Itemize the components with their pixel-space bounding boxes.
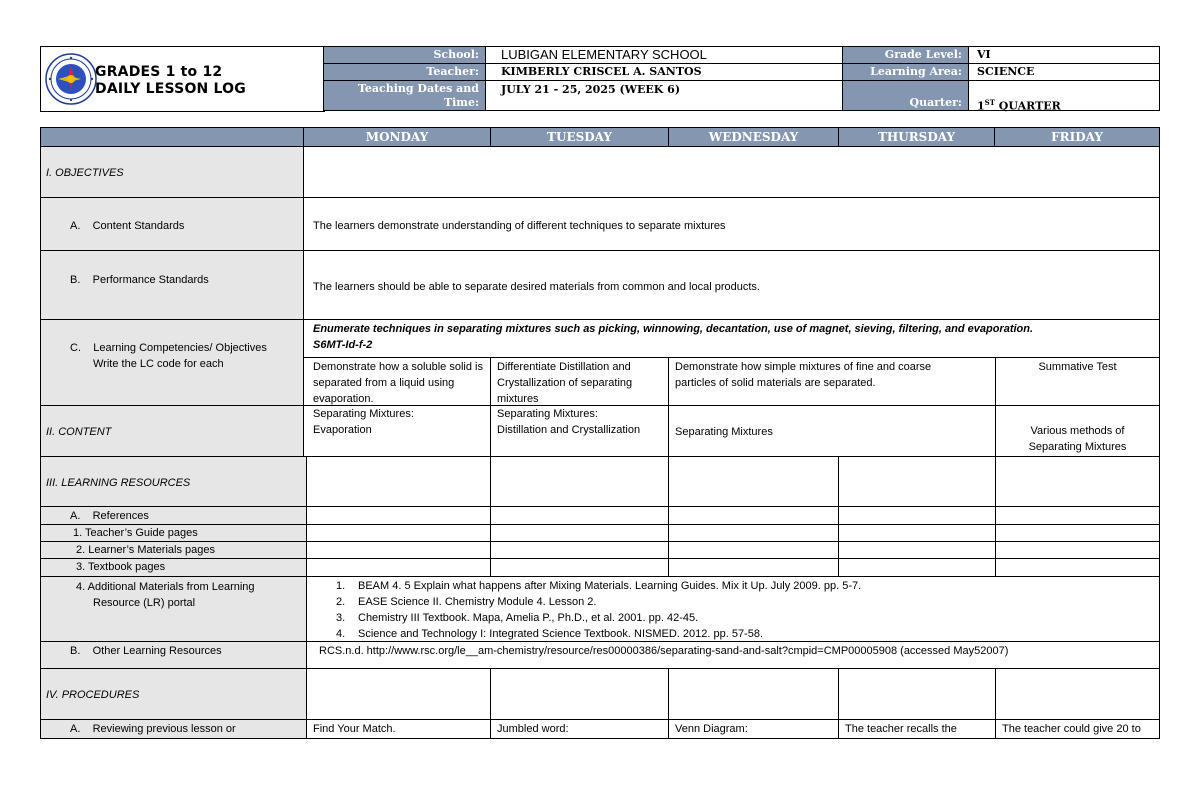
content-friday-cell xyxy=(995,405,1160,457)
learners-materials-label: 2. Learner’s Materials pages xyxy=(76,544,216,556)
lr-tuesday-cell xyxy=(490,456,669,507)
day-header-blank xyxy=(40,127,304,147)
procedures-label-cell xyxy=(40,668,307,720)
objective-tuesday-text: Differentiate Distillation and Crystallization of separating mixtures xyxy=(497,361,633,405)
content-friday-line2: Separating Mixtures xyxy=(1028,441,1127,453)
content-monday-line2: Evaporation xyxy=(313,424,372,436)
competencies-label-line2: Write the LC code for each xyxy=(93,358,224,370)
objective-wed-thu-cell xyxy=(668,357,996,406)
lm-monday-cell xyxy=(306,541,491,559)
lr-friday-cell xyxy=(995,456,1160,507)
content-tuesday-cell xyxy=(490,405,669,457)
review-thursday-text: The teacher recalls the xyxy=(845,723,957,735)
dates-label xyxy=(323,80,486,111)
objective-monday-text: Demonstrate how a soluble solid is separated from a liquid using evaporation. xyxy=(313,361,483,405)
day-header-friday: FRIDAY xyxy=(994,127,1160,147)
list-item-number: 2. xyxy=(336,596,346,608)
quarter-label: Quarter: xyxy=(842,80,969,111)
additional-materials-line2: Resource (LR) portal xyxy=(93,597,196,609)
tg-monday-cell xyxy=(306,524,491,542)
content-label-cell xyxy=(40,405,304,457)
learning-area-value: SCIENCE xyxy=(968,63,1160,81)
doc-title-line1: GRADES 1 to 12 xyxy=(95,64,223,80)
tb-wednesday-cell xyxy=(668,558,839,577)
teacher-label: Teacher: xyxy=(323,63,486,81)
competency-main-cell xyxy=(303,319,1160,358)
list-item xyxy=(336,626,861,642)
quarter-value xyxy=(968,80,1160,111)
proc-tuesday-cell xyxy=(490,668,669,720)
additional-materials-list xyxy=(336,578,861,642)
content-standards-label-cell xyxy=(40,197,304,251)
tg-thursday-cell xyxy=(838,524,996,542)
content-wed-thu-text: Separating Mixtures xyxy=(675,426,773,438)
objectives-value-cell xyxy=(303,146,1160,198)
dates-label-line1: Teaching Dates and xyxy=(357,82,479,95)
review-monday-cell xyxy=(306,719,491,739)
school-value: LUBIGAN ELEMENTARY SCHOOL xyxy=(485,46,843,64)
competency-main-text: Enumerate techniques in separating mixtures such as picking, winnowing, decantation, use of magnet, sieving, filtering, and evaporation. xyxy=(313,323,1034,335)
textbook-label: 3. Textbook pages xyxy=(76,561,166,573)
content-monday-line1: Separating Mixtures: xyxy=(313,408,414,420)
objectives-label-cell xyxy=(40,146,304,198)
review-tuesday-text: Jumbled word: xyxy=(497,723,569,735)
content-monday-cell xyxy=(303,405,491,457)
day-header-monday: MONDAY xyxy=(303,127,491,147)
review-thursday-cell xyxy=(838,719,996,739)
performance-standards-value-cell xyxy=(303,250,1160,320)
content-standards-label: A. Content Standards xyxy=(70,220,185,232)
review-wednesday-cell xyxy=(668,719,839,739)
ref-tuesday-cell xyxy=(490,506,669,525)
references-label: A. References xyxy=(70,510,149,522)
objective-tuesday-cell xyxy=(490,357,669,406)
grade-level-value: VI xyxy=(968,46,1160,64)
objectives-label: I. OBJECTIVES xyxy=(46,167,124,179)
lm-friday-cell xyxy=(995,541,1160,559)
list-item-text: EASE Science II. Chemistry Module 4. Lesson 2. xyxy=(358,596,597,608)
lr-monday-cell xyxy=(306,456,491,507)
teacher-value: KIMBERLY CRISCEL A. SANTOS xyxy=(485,63,843,81)
other-resources-value-cell xyxy=(306,641,1160,669)
list-item-text: BEAM 4. 5 Explain what happens after Mixing Materials. Learning Guides. Mix it Up. July 2009. pp. 5-7. xyxy=(358,580,862,592)
competency-code: S6MT-Id-f-2 xyxy=(313,339,373,351)
review-wednesday-text: Venn Diagram: xyxy=(675,723,748,735)
procedures-label: IV. PROCEDURES xyxy=(46,689,140,701)
proc-friday-cell xyxy=(995,668,1160,720)
tb-thursday-cell xyxy=(838,558,996,577)
lesson-log-header xyxy=(40,46,1160,112)
ref-friday-cell xyxy=(995,506,1160,525)
reviewing-label: A. Reviewing previous lesson or xyxy=(70,723,236,735)
reviewing-label-cell xyxy=(40,719,307,739)
review-friday-cell xyxy=(995,719,1160,739)
ref-wednesday-cell xyxy=(668,506,839,525)
performance-standards-text: The learners should be able to separate desired materials from common and local products. xyxy=(313,281,760,293)
list-item xyxy=(336,578,861,594)
list-item-number: 3. xyxy=(336,612,346,624)
lm-tuesday-cell xyxy=(490,541,669,559)
lm-thursday-cell xyxy=(838,541,996,559)
list-item-text: Science and Technology I: Integrated Science Textbook. NISMED. 2012. pp. 57-58. xyxy=(358,628,764,640)
objective-friday-text: Summative Test xyxy=(1038,361,1117,373)
performance-standards-label-cell xyxy=(40,250,304,320)
competencies-label-cell xyxy=(40,319,304,406)
textbook-label-cell xyxy=(40,558,307,577)
learners-materials-label-cell xyxy=(40,541,307,559)
deped-seal-icon xyxy=(45,53,97,105)
teachers-guide-label: 1. Teacher’s Guide pages xyxy=(73,527,198,539)
objective-monday-cell xyxy=(303,357,491,406)
day-header-thursday: THURSDAY xyxy=(838,127,995,147)
tg-wednesday-cell xyxy=(668,524,839,542)
dates-value: JULY 21 - 25, 2025 (WEEK 6) xyxy=(485,80,843,111)
ref-monday-cell xyxy=(306,506,491,525)
quarter-word: QUARTER xyxy=(994,99,1061,113)
additional-materials-label-cell xyxy=(40,576,307,642)
objective-wed-thu-text: Demonstrate how simple mixtures of fine and coarse particles of solid materials are separated. xyxy=(675,361,932,389)
lr-wednesday-cell xyxy=(668,456,839,507)
other-resources-label-cell xyxy=(40,641,307,669)
dates-label-line2: Time: xyxy=(443,96,479,109)
content-friday-line1: Various methods of xyxy=(1030,425,1125,437)
list-item-text: Chemistry III Textbook. Mapa, Amelia P., Ph.D., et al. 2001. pp. 42-45. xyxy=(358,612,699,624)
tg-friday-cell xyxy=(995,524,1160,542)
objective-friday-cell xyxy=(995,357,1160,406)
content-standards-value-cell xyxy=(303,197,1160,251)
teachers-guide-label-cell xyxy=(40,524,307,542)
day-header-wednesday: WEDNESDAY xyxy=(668,127,839,147)
learning-resources-label: III. LEARNING RESOURCES xyxy=(46,477,191,489)
ref-thursday-cell xyxy=(838,506,996,525)
school-label: School: xyxy=(323,46,486,64)
learning-resources-label-cell xyxy=(40,456,307,507)
performance-standards-label: B. Performance Standards xyxy=(70,274,209,286)
doc-title-line2: DAILY LESSON LOG xyxy=(95,81,246,97)
additional-materials-line1: 4. Additional Materials from Learning xyxy=(76,581,255,593)
tg-tuesday-cell xyxy=(490,524,669,542)
list-item-number: 1. xyxy=(336,580,346,592)
content-tuesday-line2: Distillation and Crystallization xyxy=(497,424,641,436)
grade-level-label: Grade Level: xyxy=(842,46,969,64)
other-resources-link[interactable]: RCS.n.d. http://www.rsc.org/le__am-chemistry/resource/res00000386/separating-sand-and-salt?cmpid=CMP00005908 (accessed May52007) xyxy=(319,645,1009,657)
list-item xyxy=(336,610,861,626)
other-resources-label: B. Other Learning Resources xyxy=(70,645,222,657)
lesson-log-table xyxy=(40,127,1160,739)
review-monday-text: Find Your Match. xyxy=(313,723,396,735)
tb-monday-cell xyxy=(306,558,491,577)
review-tuesday-cell xyxy=(490,719,669,739)
content-standards-text: The learners demonstrate understanding of different techniques to separate mixtures xyxy=(313,220,726,232)
competencies-label-line1: C. Learning Competencies/ Objectives xyxy=(70,342,267,354)
proc-monday-cell xyxy=(306,668,491,720)
proc-wednesday-cell xyxy=(668,668,839,720)
review-friday-text: The teacher could give 20 to xyxy=(1002,723,1141,735)
list-item xyxy=(336,594,861,610)
references-label-cell xyxy=(40,506,307,525)
tb-tuesday-cell xyxy=(490,558,669,577)
day-header-tuesday: TUESDAY xyxy=(490,127,669,147)
logo-title-cell xyxy=(40,46,325,112)
content-wed-thu-cell xyxy=(668,405,996,457)
learning-area-label: Learning Area: xyxy=(842,63,969,81)
quarter-ordinal: ST xyxy=(984,98,995,107)
content-label: II. CONTENT xyxy=(46,426,112,438)
tb-friday-cell xyxy=(995,558,1160,577)
quarter-number: 1 xyxy=(977,99,985,113)
lr-thursday-cell xyxy=(838,456,996,507)
list-item-number: 4. xyxy=(336,628,346,640)
content-tuesday-line1: Separating Mixtures: xyxy=(497,408,598,420)
proc-thursday-cell xyxy=(838,668,996,720)
lm-wednesday-cell xyxy=(668,541,839,559)
